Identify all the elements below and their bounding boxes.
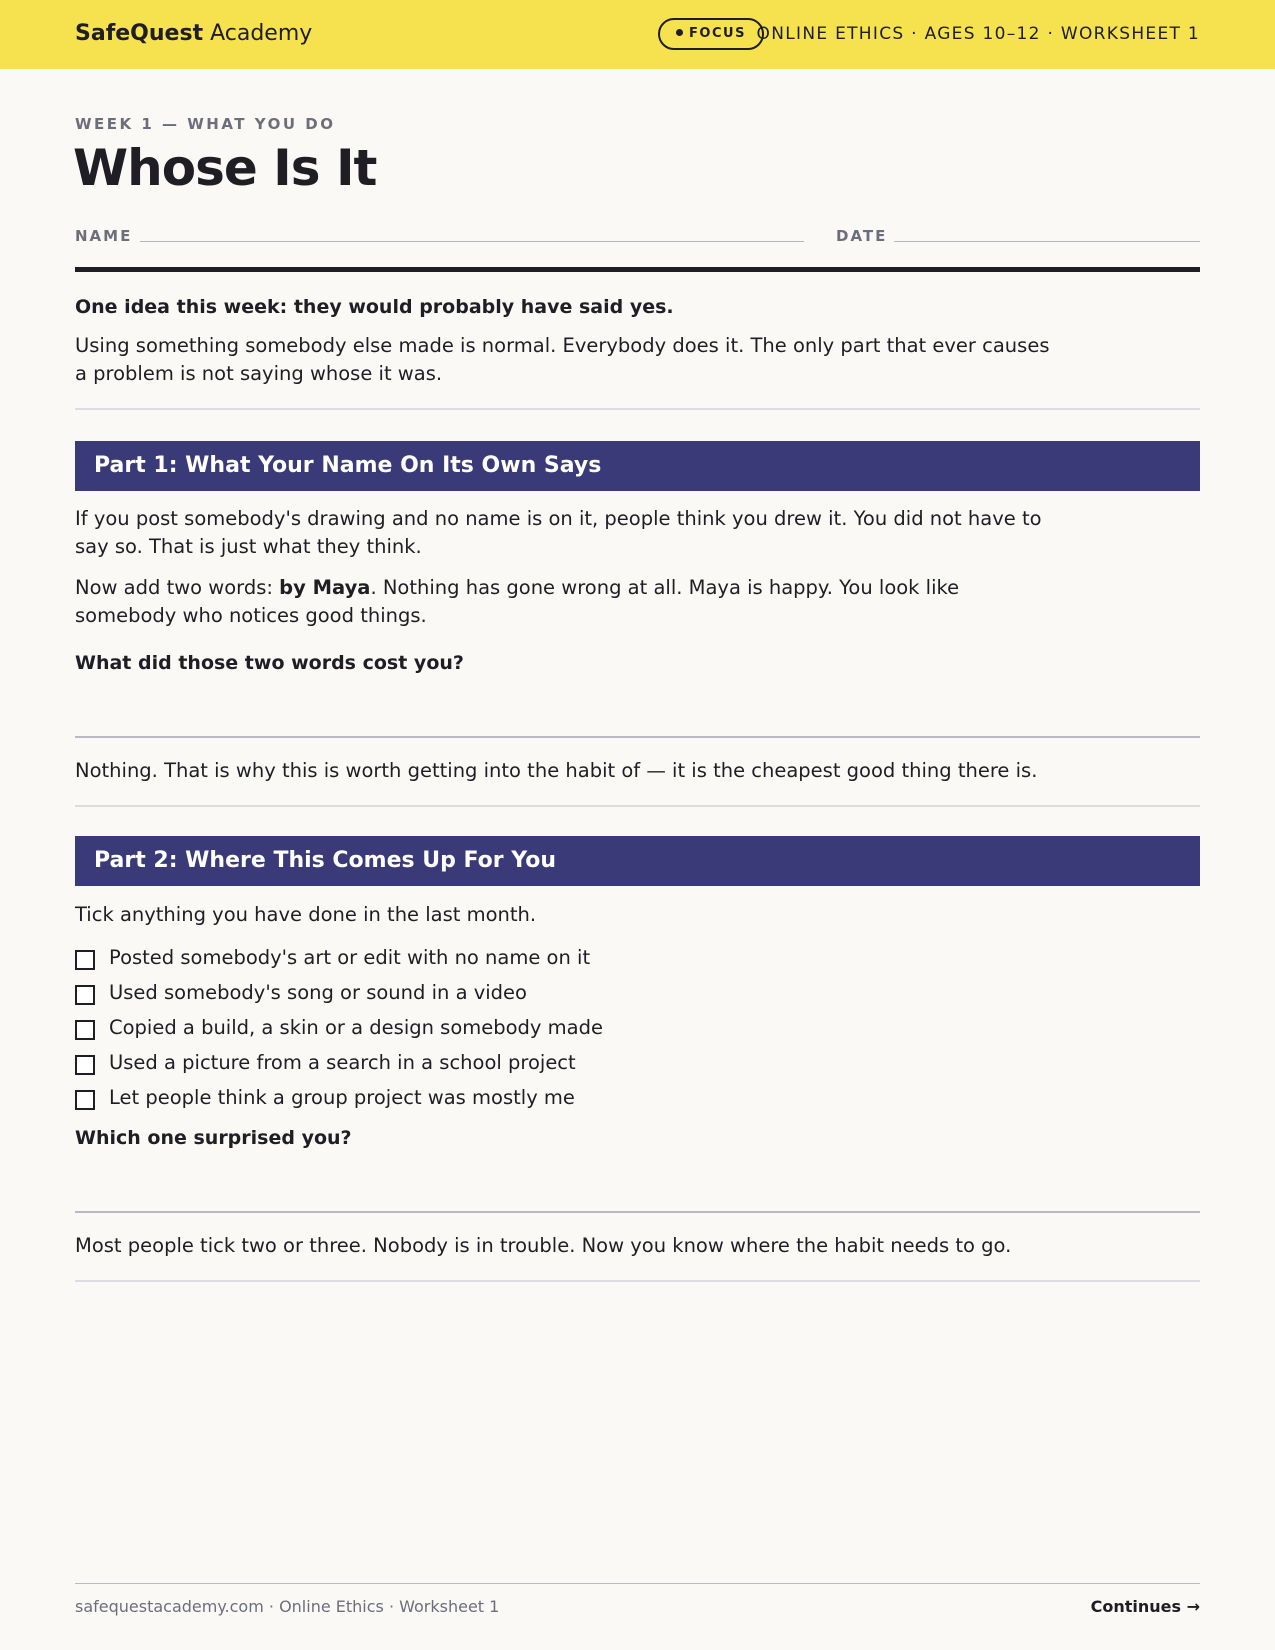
intro-divider [75, 408, 1200, 410]
part2-divider [75, 1280, 1200, 1282]
date-field[interactable] [894, 241, 1200, 242]
week-eyebrow: WEEK 1 — WHAT YOU DO [75, 115, 336, 133]
checkbox[interactable] [75, 1090, 95, 1110]
part1-divider [75, 805, 1200, 807]
focus-badge-label: FOCUS [689, 26, 746, 41]
part1-paragraph-2-end: . Nothing has gone wrong at all. Maya is happy. You look like somebody who notices good things. [75, 576, 960, 627]
part1-answer-line[interactable] [75, 736, 1200, 738]
intro-body: Using something somebody else made is normal. Everybody does it. The only part that ever causes a problem is not saying whose it was. [75, 334, 1050, 385]
part1-heading: Part 1: What Your Name On Its Own Says [75, 441, 1200, 491]
footer-divider [75, 1583, 1200, 1584]
checklist [75, 940, 603, 1115]
continues-link[interactable]: Continues → [1090, 1597, 1200, 1616]
checklist-item-label: Posted somebody's art or edit with no name on it [109, 946, 591, 969]
worksheet-meta: ONLINE ETHICS · AGES 10–12 · WORKSHEET 1 [756, 24, 1200, 44]
brand-name-rest: Academy [203, 21, 313, 46]
brand-name-bold: SafeQuest [75, 21, 204, 46]
checkbox[interactable] [75, 950, 95, 970]
part1-paragraph-2 [75, 574, 1065, 630]
part2-heading: Part 2: Where This Comes Up For You [75, 836, 1200, 886]
name-label: NAME [75, 227, 133, 245]
checklist-item[interactable] [75, 1045, 603, 1080]
checklist-item[interactable] [75, 940, 603, 975]
checkbox[interactable] [75, 985, 95, 1005]
date-label: DATE [836, 227, 888, 245]
intro-lead: One idea this week: they would probably have said yes. [75, 296, 674, 318]
name-field[interactable] [140, 241, 804, 242]
header-bar [0, 0, 1275, 69]
checklist-item[interactable] [75, 975, 603, 1010]
part2-instruction: Tick anything you have done in the last month. [75, 903, 537, 926]
part2-question: Which one surprised you? [75, 1127, 352, 1149]
credit-example: by Maya [279, 576, 371, 599]
checkbox[interactable] [75, 1020, 95, 1040]
focus-badge [658, 18, 764, 50]
checklist-item-label: Let people think a group project was mostly me [109, 1086, 575, 1109]
checkbox[interactable] [75, 1055, 95, 1075]
part1-question: What did those two words cost you? [75, 652, 464, 674]
part1-paragraph-2-start: Now add two words: [75, 576, 280, 599]
part2-answer: Most people tick two or three. Nobody is in trouble. Now you know where the habit needs to go. [75, 1234, 1012, 1257]
page-title: Whose Is It [73, 139, 377, 197]
checklist-item-label: Used somebody's song or sound in a video [109, 981, 527, 1004]
brand-logo [75, 20, 312, 48]
checklist-item-label: Copied a build, a skin or a design somebody made [109, 1016, 603, 1039]
checklist-item[interactable] [75, 1010, 603, 1045]
part2-answer-line[interactable] [75, 1211, 1200, 1213]
part1-answer: Nothing. That is why this is worth getting into the habit of — it is the cheapest good thing there is. [75, 759, 1038, 782]
checklist-item[interactable] [75, 1080, 603, 1115]
footer-source: safequestacademy.com · Online Ethics · Worksheet 1 [75, 1597, 500, 1616]
bullet-dot-icon [676, 29, 683, 36]
header-divider [75, 267, 1200, 272]
checklist-item-label: Used a picture from a search in a school project [109, 1051, 576, 1074]
part1-paragraph-1: If you post somebody's drawing and no name is on it, people think you drew it. You did not have to say so. That is just what they think. [75, 507, 1042, 558]
